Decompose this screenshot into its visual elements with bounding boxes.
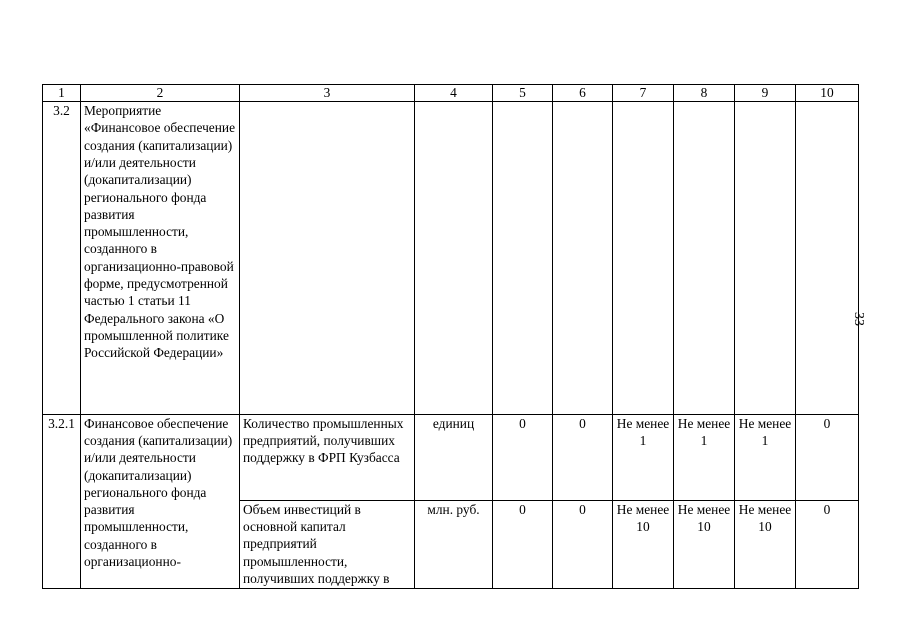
indicator-name: Количество промышленных предприятий, получивших поддержку в ФРП Кузбасса (240, 414, 415, 500)
header-cell: 10 (796, 85, 859, 102)
value-cell: Не менее 10 (674, 500, 735, 588)
header-cell: 2 (81, 85, 240, 102)
value-cell: Не менее 10 (613, 500, 674, 588)
value-cell: 0 (796, 500, 859, 588)
table-header-row (43, 85, 859, 102)
indicators-table (42, 84, 859, 589)
indicator-name: Объем инвестиций в основной капитал предприятий промышленности, получивших поддержку в (240, 500, 415, 588)
value-cell (735, 102, 796, 415)
header-cell: 3 (240, 85, 415, 102)
indicator-name (240, 102, 415, 415)
row-number: 3.2.1 (43, 414, 81, 588)
unit: млн. руб. (415, 500, 493, 588)
header-cell: 6 (553, 85, 613, 102)
value-cell: Не менее 1 (735, 414, 796, 500)
value-cell: Не менее 1 (613, 414, 674, 500)
measure-name: Финансовое обеспечение создания (капитализации) и/или деятельности (докапитализации) регионального фонда развития промышленности, созданного в организационно- (81, 414, 240, 588)
header-cell: 7 (613, 85, 674, 102)
row-number: 3.2 (43, 102, 81, 415)
value-cell (493, 102, 553, 415)
value-cell (613, 102, 674, 415)
value-cell (796, 102, 859, 415)
value-cell: 0 (553, 500, 613, 588)
header-cell: 5 (493, 85, 553, 102)
value-cell: 0 (796, 414, 859, 500)
value-cell: 0 (493, 414, 553, 500)
unit: единиц (415, 414, 493, 500)
measure-name: Мероприятие «Финансовое обеспечение создания (капитализации) и/или деятельности (докапитализации) регионального фонда развития промышленности, созданного в организационно-правовой форме, предусмотренной частью 1 статьи 11 Федерального закона «О промышленной политике Российской Федерации» (81, 102, 240, 415)
header-cell: 8 (674, 85, 735, 102)
value-cell: 0 (493, 500, 553, 588)
value-cell: Не менее 10 (735, 500, 796, 588)
value-cell (674, 102, 735, 415)
value-cell: Не менее 1 (674, 414, 735, 500)
page-number: 33 (851, 312, 866, 326)
header-cell: 9 (735, 85, 796, 102)
header-cell: 4 (415, 85, 493, 102)
table-row (43, 102, 859, 415)
value-cell (553, 102, 613, 415)
value-cell: 0 (553, 414, 613, 500)
header-cell: 1 (43, 85, 81, 102)
table-row (43, 414, 859, 500)
unit (415, 102, 493, 415)
